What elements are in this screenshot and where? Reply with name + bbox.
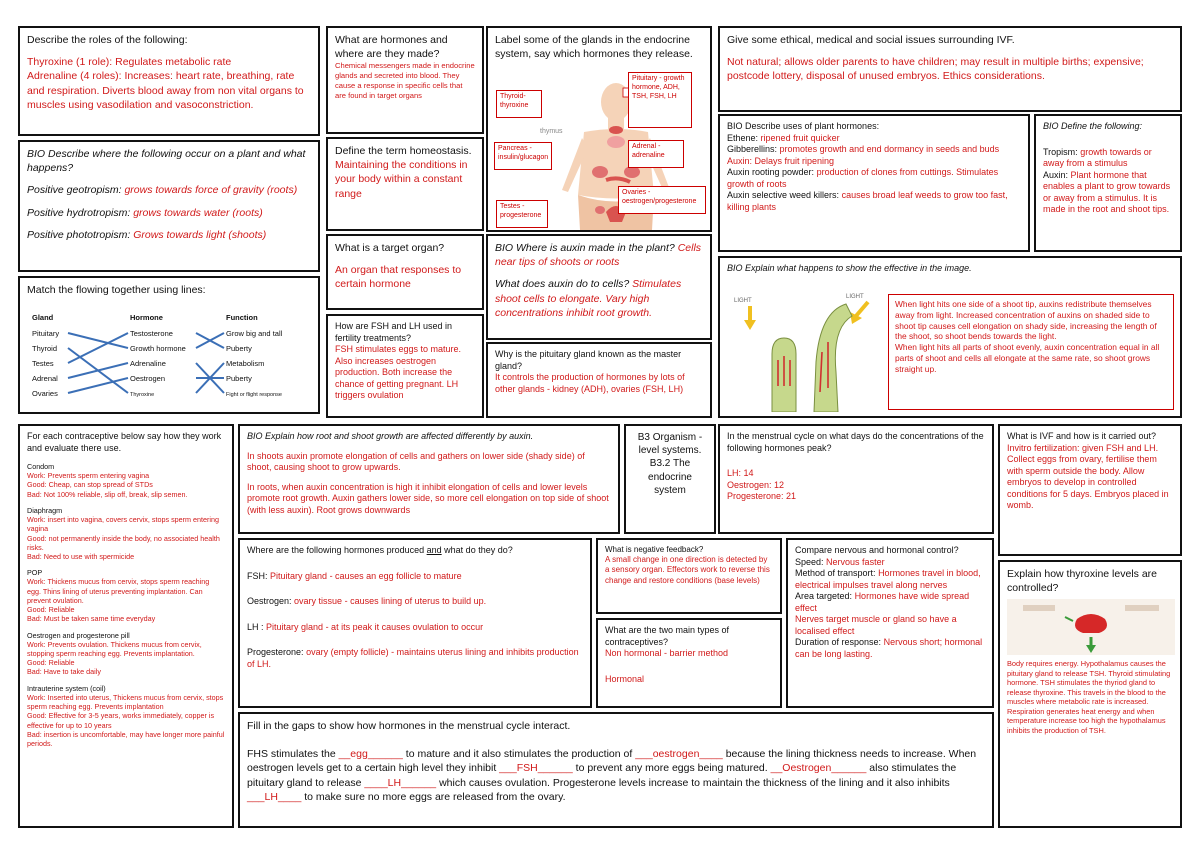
pituitary-box	[486, 342, 712, 418]
contraceptive-line: Bad: Not 100% reliable, slip off, break, slip semen.	[27, 489, 188, 499]
auxin-made-q2: What does auxin do to cells?	[495, 278, 630, 291]
contra-types-question: What are the two main types of contraceptives?	[605, 625, 730, 647]
hydro-answer: grows towards water (roots)	[133, 206, 263, 219]
gaps-s4: to prevent any more eggs being matured.	[575, 762, 768, 775]
auxin-made-q1: Where is auxin made in the plant?	[516, 242, 675, 254]
contraceptive-line: Bad: Must be taken same time everyday	[27, 614, 156, 624]
contraceptive-item	[27, 631, 225, 677]
contra-types-answer-1: Non hormonal - barrier method	[605, 648, 729, 659]
ivf-answer: Invitro fertilization: given FSH and LH. Collect eggs from ovary, fertilise them with sperm outside the body. Allow embryos to develop in controlled conditions for 5 days. Embryos placed in womb.	[1007, 442, 1169, 511]
contraceptive-name: Diaphragm	[27, 505, 63, 515]
gland-4: Adrenal	[32, 374, 58, 383]
target-organ-box	[326, 234, 484, 310]
compare-box	[786, 538, 994, 708]
match-line	[68, 333, 128, 348]
hormone-5: Thyroxine	[130, 392, 155, 398]
photo-label: Positive phototropism:	[27, 228, 131, 241]
auxin-def-answer: Plant hormone that enables a plant to grow towards or away from a stimulus. It is made in the root and shoot tips.	[1043, 169, 1171, 215]
photo-answer: Grows towards light (shoots)	[133, 228, 267, 241]
contraceptive-line: Work: Prevents ovulation. Thickens mucus from cervix, stopping sperm reaching egg. Prevents implantation.	[27, 639, 202, 658]
thyroxine-diagram	[1007, 599, 1175, 655]
gaps-s2: to mature and it also stimulates the production of	[405, 748, 633, 761]
ivf-box	[998, 424, 1182, 556]
compare-question: Compare nervous and hormonal control?	[795, 545, 959, 555]
shoot-diagram	[728, 282, 888, 412]
tropism-answer: growth towards or away from a stimulus	[1043, 146, 1152, 169]
contraceptive-box	[18, 424, 234, 828]
define-box	[1034, 114, 1182, 252]
contraceptive-line: Bad: Have to take daily	[27, 667, 101, 677]
contra-types-answer-2: Hormonal	[605, 673, 645, 684]
fsh-label: FSH:	[247, 570, 268, 581]
contraceptive-line: Bad: insertion is uncomfortable, may have longer more painful periods.	[27, 729, 225, 748]
fsh-lh-box	[326, 314, 484, 418]
menstrual-question: In the menstrual cycle on what days do the concentrations of the following hormones peak?	[727, 431, 984, 453]
produced-q-pre: Where are the following hormones produced	[247, 545, 425, 555]
title-box	[624, 424, 716, 534]
roles-box	[18, 26, 320, 136]
duration-label: Duration of response:	[795, 637, 882, 648]
hormones-made-answer: Chemical messengers made in endocrine glands and secreted into blood. They cause a response in specific cells that are found in target organs	[335, 61, 475, 100]
feedback-box	[596, 538, 782, 614]
contraceptive-line: Bad: Need to use with spermicide	[27, 552, 135, 561]
menstrual-prog: Progesterone: 21	[727, 491, 797, 502]
explain-answer-2: When light hits all parts of shoot evenly, auxin concentration equal in all parts of shoot and cells all elongate at the same rate, so shoot grows straight up.	[895, 342, 1160, 374]
gaps-s1: FHS stimulates the	[247, 748, 336, 761]
function-4: Puberty	[226, 374, 252, 383]
feedback-answer: A small change in one direction is detected by a sensory organ. Effectors work to reverse this change and restore conditions (base levels)	[605, 555, 770, 585]
contraceptive-list	[27, 462, 225, 748]
contraceptive-name: Oestrogen and progesterone pill	[27, 630, 130, 640]
label-testes: Testes - progesterone	[496, 200, 548, 228]
gaps-s5: also stimulates the pituitary gland to release	[247, 762, 957, 789]
auxin-def-label: Auxin:	[1043, 169, 1069, 180]
plant-uses-box	[718, 114, 1030, 252]
label-pituitary: Pituitary - growth hormone, ADH, TSH, FSH, LH	[628, 72, 692, 128]
oes-label: Oestrogen:	[247, 596, 292, 607]
area-answer-1: Hormones have wide spread effect	[795, 591, 970, 613]
produced-box	[238, 538, 592, 708]
gaps-g1: __egg______	[338, 748, 403, 761]
contraceptive-name: Intrauterine system (coil)	[27, 683, 106, 693]
header-hormone: Hormone	[130, 313, 163, 322]
plant-where-question: Describe where the following occur on a plant and what happens?	[27, 148, 306, 175]
produced-q-post: what do they do?	[444, 545, 513, 555]
menstrual-box	[718, 424, 994, 534]
target-question: What is a target organ?	[335, 242, 445, 254]
contraceptive-line: Work: insert into vagina, covers cervix, stops sperm entering vagina	[27, 515, 220, 534]
gland-2: Thyroid	[32, 344, 58, 353]
gland-3: Testes	[32, 359, 54, 368]
light-label-1: LIGHT	[734, 298, 752, 304]
gland-5: Ovaries	[32, 389, 58, 398]
ethene-label: Ethene:	[727, 132, 759, 143]
weed-answer: causes broad leaf weeds to grow too fast, killing plants	[727, 190, 1008, 212]
contraceptive-line: Work: Inserted into uterus, Thickens mucus from cervix, stops sperm reaching egg. Prevents implantation	[27, 692, 224, 712]
contraceptive-name: Condom	[27, 462, 55, 472]
roles-thyroxine: Thyroxine (1 role): Regulates metabolic rate	[27, 56, 232, 69]
contraceptive-line: Good: not permanently inside the body, no associated health risks.	[27, 533, 220, 552]
contraceptive-question: For each contraceptive below say how they work and evaluate there use.	[27, 431, 222, 453]
hormones-made-question: What are hormones and where are they made?	[335, 34, 448, 61]
method-label: Method of transport:	[795, 568, 876, 579]
fsh-answer: Pituitary gland - causes an egg follicle to mature	[270, 570, 462, 581]
plant-where-prefix: BIO	[27, 148, 46, 160]
contraceptive-name: POP	[27, 568, 43, 578]
prog-answer: ovary (empty follicle) - maintains uterus lining and inhibits production of LH.	[247, 647, 579, 669]
pituitary-answer: It controls the production of hormones by lots of other glands - kidney (ADH), ovaries (FSH, LH)	[495, 372, 685, 394]
gaps-g4: __Oestrogen______	[770, 762, 867, 775]
function-3: Metabolism	[226, 359, 265, 368]
gaps-s6: which causes ovulation. Progesterone levels increase to maintain the thickness of the lining and it also inhibits	[439, 776, 950, 789]
homeostasis-box	[326, 137, 484, 231]
explain-image-question: BIO Explain what happens to show the effective in the image.	[727, 263, 972, 273]
label-ovaries: Ovaries - oestrogen/progesterone	[618, 186, 706, 214]
gib-answer: promotes growth and end dormancy in seeds and buds	[779, 144, 1000, 155]
gaps-s3: because the lining thickness needs to increase. When oestrogen levels get to a certain high level they inhibit	[247, 748, 977, 775]
contraceptive-line: Work: Prevents sperm entering vagina	[27, 471, 150, 481]
define-question: BIO Define the following:	[1043, 121, 1143, 131]
thyroxine-question: Explain how thyroxine levels are controlled?	[1007, 568, 1157, 595]
ivf-question: What is IVF and how is it carried out?	[1007, 431, 1157, 441]
function-5: Fight or flight response	[226, 392, 282, 398]
area-answer-2: Nerves target muscle or gland so have a localised effect	[795, 614, 957, 636]
plant-where-box	[18, 140, 320, 272]
hormones-made-box	[326, 26, 484, 134]
gaps-s7: to make sure no more eggs are released from the ovary.	[304, 790, 566, 803]
fsh-lh-answer: FSH stimulates eggs to mature. Also increases oestrogen production. Both increase the chance of getting pregnant. LH triggers ovulation	[335, 344, 462, 401]
contraceptive-item	[27, 568, 225, 623]
hormone-3: Adrenaline	[130, 359, 166, 368]
fsh-lh-question: How are FSH and LH used in fertility treatments?	[335, 321, 453, 343]
explain-image-box	[718, 256, 1182, 418]
label-thyroid: Thyroid- thyroxine	[496, 90, 542, 118]
contra-types-box	[596, 618, 782, 708]
speed-answer: Nervous faster	[826, 556, 885, 567]
root-shoot-box	[238, 424, 620, 534]
tropism-label: Tropism:	[1043, 146, 1078, 157]
header-gland: Gland	[32, 313, 54, 322]
ivf-issues-box	[718, 26, 1182, 112]
rooting-label: Auxin rooting powder:	[727, 167, 815, 178]
hormone-1: Testosterone	[130, 329, 173, 338]
roles-adrenaline: Adrenaline (4 roles): Increases: heart rate, breathing, rate and respiration. Diverts blood away from non vital organs to muscles using vasodilation and vasoconstriction.	[27, 70, 304, 111]
header-function: Function	[226, 313, 258, 322]
ethene-answer: ripened fruit quicker	[760, 132, 840, 143]
explain-answer-1: When light hits one side of a shoot tip, auxins redistribute themselves away from light. Increased concentration of auxins on shaded side to shoot tip causes cell elongation on shady side, increasing the length of the shoot, so shoot bends towards the light.	[895, 299, 1157, 342]
ivf-issues-question: Give some ethical, medical and social issues surrounding IVF.	[727, 34, 1015, 46]
duration-answer: Nervous short; hormonal can be long lasting.	[795, 637, 983, 659]
hormone-4: Oestrogen	[130, 374, 166, 383]
contraceptive-line: Good: Effective for 3-5 years, works immediately, copper is effective for up to 10 years	[27, 711, 215, 730]
thyroxine-box	[998, 560, 1182, 828]
hormone-2: Growth hormone	[130, 344, 186, 353]
homeostasis-answer: Maintaining the conditions in your body within a constant range	[335, 159, 468, 200]
contraceptive-line: Work: Thickens mucus from cervix, stops sperm reaching egg. Thins lining of uterus preventing implantation. Can prevent ovulation.	[27, 577, 210, 605]
label-adrenal: Adrenal - adrenaline	[628, 140, 684, 168]
gaps-box	[238, 712, 994, 828]
contraceptive-line: Good: Reliable	[27, 658, 75, 668]
homeostasis-question: Define the term homeostasis.	[335, 145, 472, 157]
match-line	[68, 333, 128, 363]
auxin-made-box	[486, 234, 712, 340]
target-answer: An organ that responses to certain hormone	[335, 264, 462, 291]
explain-answer-box	[888, 294, 1174, 410]
oes-answer: ovary tissue - causes lining of uterus to build up.	[294, 596, 487, 607]
produced-q-and: and	[426, 545, 442, 555]
menstrual-oes: Oestrogen: 12	[727, 479, 785, 490]
root-shoot-question: BIO Explain how root and shoot growth are affected differently by auxin.	[247, 431, 534, 441]
match-line	[68, 363, 128, 378]
hydro-label: Positive hydrotropism:	[27, 206, 131, 219]
contraceptive-item	[27, 684, 225, 749]
gaps-g3: ___FSH______	[499, 762, 573, 775]
function-2: Puberty	[226, 344, 252, 353]
thyroxine-answer: Body requires energy. Hypothalamus causes the pituitary gland to release TSH. Thyroid stimulating hormone. TSH stimulates the thyriod gland to release thyroxine. This travels in the blood to the muscles where metabolic rate is increased. Respiration generates heat energy and when temperature increase too high the hypothalamus inhibits the production of TSH.	[1007, 659, 1171, 735]
gib-label: Gibberellins:	[727, 144, 778, 155]
area-label: Area targeted:	[795, 591, 853, 602]
gaps-question: Fill in the gaps to show how hormones in the menstrual cycle interact.	[247, 720, 571, 732]
root-shoot-answer-1: In shoots auxin promote elongation of cells and gathers on lower side (shady side) of shoot, causing shoot to grow upwards.	[247, 450, 585, 473]
contraceptive-line: Good: Reliable	[27, 605, 75, 615]
match-table	[28, 312, 314, 412]
auxin-made-prefix: BIO	[495, 242, 514, 254]
glands-question: Label some of the glands in the endocrine system, say which hormones they release.	[495, 34, 693, 61]
match-title: Match the flowing together using lines:	[27, 284, 206, 296]
method-answer: Hormones travel in blood, electrical impulses travel along nerves	[795, 568, 981, 590]
gaps-g5: ____LH______	[364, 776, 437, 789]
gaps-g6: ___LH____	[247, 790, 302, 803]
title-text: B3 Organism - level systems. B3.2 The endocrine system	[637, 432, 703, 496]
menstrual-lh: LH: 14	[727, 468, 754, 479]
gaps-g2: ___oestrogen____	[635, 748, 723, 761]
geo-label: Positive geotropism:	[27, 184, 122, 197]
plant-uses-question: BIO Describe uses of plant hormones:	[727, 121, 880, 131]
weed-label: Auxin selective weed killers:	[727, 190, 840, 201]
ivf-issues-answer: Not natural; allows older parents to have children; may result in multiple births; expensive; postcode lottery, disposal of unused embryos. Ethics considerations.	[727, 56, 1144, 83]
rooting-answer: production of clones from cuttings. Stimulates growth of roots	[727, 167, 999, 189]
auxin-made-a2: Stimulates shoot cells to elongate. Vary high concentrations inhibit root growth.	[495, 278, 682, 319]
gland-1: Pituitary	[32, 329, 60, 338]
auxin-made-a1: Cells near tips of shoots or roots	[495, 242, 702, 269]
prog-label: Progesterone:	[247, 647, 304, 658]
geo-answer: grows towards force of gravity (roots)	[124, 184, 298, 197]
match-box	[18, 276, 320, 414]
roles-question: Describe the roles of the following:	[27, 34, 188, 46]
glands-box	[486, 26, 712, 232]
feedback-question: What is negative feedback?	[605, 545, 704, 554]
contraceptive-item	[27, 506, 225, 561]
contraceptive-item	[27, 462, 225, 499]
lh-label: LH :	[247, 621, 264, 632]
pituitary-question: Why is the pituitary gland known as the master gland?	[495, 349, 682, 371]
label-thymus: thymus	[540, 128, 563, 135]
root-shoot-answer-2: In roots, when auxin concentration is high it inhibit elongation of cells and lower levels promote root growth. Auxin gathers lower side, so more cell elongation on top side of shoot (with less auxin). Root grows downwards	[247, 481, 609, 515]
function-1: Grow big and tall	[226, 329, 283, 338]
lh-answer: Pituitary gland - at its peak it causes ovulation to occur	[266, 621, 484, 632]
label-pancreas: Pancreas - insulin/glucagon	[494, 142, 552, 170]
auxin-answer: Auxin: Delays fruit ripening	[727, 155, 835, 166]
light-label-2: LIGHT	[846, 294, 864, 300]
speed-label: Speed:	[795, 556, 824, 567]
contraceptive-line: Good: Cheap, can stop spread of STDs	[27, 480, 153, 490]
